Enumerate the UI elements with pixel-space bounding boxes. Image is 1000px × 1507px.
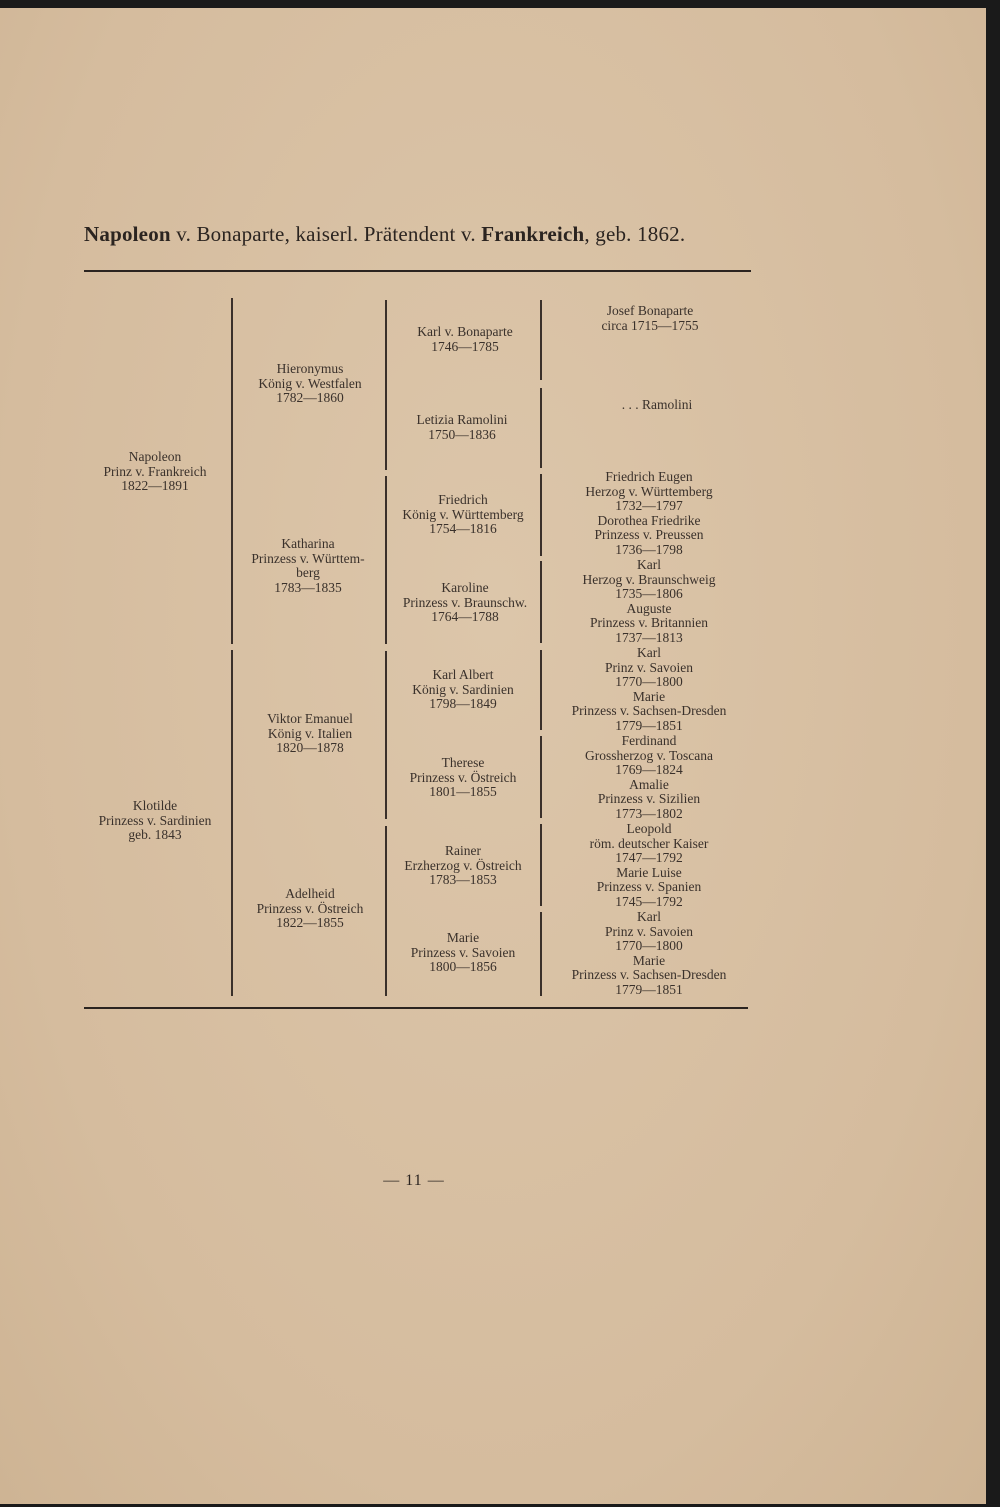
person-viktor-emanuel <box>267 712 353 756</box>
person-name: Viktor Emanuel <box>267 711 353 726</box>
bracket-line <box>385 476 387 644</box>
person-dates: 1764—1788 <box>431 609 499 625</box>
page-title <box>84 222 685 247</box>
person-name: Marie <box>446 930 480 945</box>
person-name: Napoleon <box>128 449 182 464</box>
bracket-line <box>385 826 387 996</box>
person-dates: 1770—1800 <box>615 674 683 690</box>
person-dates: 1769—1824 <box>615 762 683 778</box>
person-name: Ferdinand <box>621 733 677 748</box>
page-number: — 11 — <box>383 1172 445 1189</box>
person-dates: 1798—1849 <box>429 696 497 712</box>
person-title: König v. Württemberg <box>402 506 524 522</box>
person-dates: 1736—1798 <box>615 541 683 557</box>
person-name: Letizia Ramolini <box>416 412 508 427</box>
person-title: Prinzess v. Sardinien <box>98 812 212 828</box>
person-title: Herzog v. Braunschweig <box>582 571 716 587</box>
person-title: Prinzess v. Sachsen-Dresden <box>571 703 727 719</box>
bracket-line <box>540 388 542 468</box>
person-name: Therese <box>441 755 485 770</box>
person-name: Friedrich <box>438 492 488 507</box>
person-dates: 1782—1860 <box>276 390 344 406</box>
bracket-line <box>540 736 542 818</box>
person-dates: 1747—1792 <box>615 850 683 866</box>
person-title: Prinzess v. Sizilien <box>597 791 701 807</box>
person-title: Prinzess v. Sachsen-Dresden <box>571 967 727 983</box>
bracket-line <box>540 300 542 380</box>
person-name: Karl <box>637 557 661 572</box>
person-title: Prinzess v. Preussen <box>594 527 704 543</box>
person-name: Katharina <box>281 536 335 551</box>
person-title: Prinzess v. Östreich <box>409 769 517 785</box>
bracket-line <box>540 561 542 643</box>
person-name: Karl <box>637 645 661 660</box>
bottom-rule <box>84 1007 748 1009</box>
person-name: Friedrich Eugen <box>605 469 693 484</box>
person-name: Klotilde <box>132 798 178 813</box>
person-dates: geb. 1843 <box>128 827 182 843</box>
bracket-line <box>540 824 542 906</box>
person-name: Karl Albert <box>432 667 494 682</box>
person-dates: 1732—1797 <box>615 498 683 514</box>
person-dates: 1750—1836 <box>428 426 496 442</box>
couple-leopold-kaiser <box>590 822 709 910</box>
top-rule <box>84 270 751 272</box>
person-dates: 1770—1800 <box>615 938 683 954</box>
person-dates: 1779—1851 <box>615 717 683 733</box>
person-karl-bonaparte <box>417 325 512 354</box>
person-hieronymus <box>258 362 361 406</box>
person-karl-albert <box>412 668 514 712</box>
person-dates: 1800—1856 <box>429 959 497 975</box>
title-name: Napoleon <box>84 222 171 246</box>
couple-ferdinand-toscana <box>585 734 713 822</box>
person-dates: 1822—1891 <box>121 478 189 494</box>
person-dates: 1820—1878 <box>276 740 344 756</box>
person-letizia-ramolini <box>416 413 507 442</box>
person-name: Amalie <box>629 776 669 792</box>
person-title: König v. Sardinien <box>412 681 514 697</box>
person-title: Prinz v. Frankreich <box>103 463 207 479</box>
person-ramolini <box>622 398 693 413</box>
person-marie-savoien <box>411 931 516 975</box>
person-dates: 1737—1813 <box>615 629 683 645</box>
person-dates: 1779—1851 <box>615 981 683 997</box>
person-title-cont: berg <box>296 565 320 581</box>
couple-friedrich-eugen <box>585 470 712 558</box>
couple-karl-braunschweig <box>583 558 716 646</box>
person-dates: circa 1715—1755 <box>601 317 699 333</box>
person-adelheid <box>257 887 364 931</box>
title-rank: kaiserl. Prätendent v. <box>295 222 482 246</box>
person-dates: 1783—1835 <box>274 579 342 595</box>
person-josef-bonaparte <box>601 304 698 333</box>
person-napoleon-prinz <box>104 450 207 494</box>
bracket-line <box>231 298 233 644</box>
person-rainer <box>404 844 521 888</box>
person-title: König v. Westfalen <box>258 375 362 391</box>
person-name: Adelheid <box>285 886 335 901</box>
person-dates: 1801—1855 <box>429 784 497 800</box>
person-karoline <box>403 581 527 625</box>
person-name: Marie Luise <box>616 864 682 880</box>
person-dates: 1773—1802 <box>615 805 683 821</box>
person-name: Karl v. Bonaparte <box>417 324 513 339</box>
bracket-line <box>540 474 542 556</box>
person-name: Karoline <box>441 580 489 595</box>
title-house: v. Bonaparte, <box>170 222 296 246</box>
person-name: . . . Ramolini <box>621 397 693 412</box>
person-name: Josef Bonaparte <box>606 303 694 318</box>
person-dates: 1745—1792 <box>615 893 683 909</box>
person-name: Rainer <box>444 843 481 858</box>
bracket-line <box>231 650 233 996</box>
person-name: Dorothea Friedrike <box>597 512 701 528</box>
person-title: Prinzess v. Britannien <box>590 615 708 631</box>
person-friedrich <box>402 493 523 537</box>
person-name: Hieronymus <box>276 361 344 376</box>
person-title: Prinzess v. Spanien <box>596 879 702 895</box>
document-page <box>0 8 986 1504</box>
person-title: Prinz v. Savoien <box>605 923 693 939</box>
bracket-line <box>540 912 542 996</box>
person-therese <box>410 756 517 800</box>
person-dates: 1822—1855 <box>276 915 344 931</box>
bracket-line <box>540 650 542 730</box>
person-title: Erzherzog v. Östreich <box>404 857 522 873</box>
person-dates: 1746—1785 <box>431 338 499 354</box>
bracket-line <box>385 651 387 819</box>
person-title: Prinz v. Savoien <box>605 659 693 675</box>
person-dates: 1783—1853 <box>429 872 497 888</box>
person-title: König v. Italien <box>267 725 353 741</box>
person-title: Prinzess v. Braunschw. <box>402 594 528 610</box>
person-dates: 1735—1806 <box>615 586 683 602</box>
person-name: Marie <box>632 688 666 704</box>
person-name: Karl <box>637 909 661 924</box>
person-title: Herzog v. Württemberg <box>585 483 713 499</box>
title-birth: , geb. 1862. <box>584 222 686 246</box>
person-dates: 1754—1816 <box>429 521 497 537</box>
couple-karl-savoien-2 <box>572 910 727 998</box>
person-name: Marie <box>632 952 666 968</box>
person-name: Leopold <box>626 821 672 836</box>
person-name: Auguste <box>626 600 672 616</box>
person-title: Prinzess v. Württem- <box>251 550 365 566</box>
couple-karl-savoien <box>572 646 727 734</box>
person-katharina <box>251 537 364 595</box>
person-title: röm. deutscher Kaiser <box>589 835 709 851</box>
title-country: Frankreich <box>481 222 585 246</box>
bracket-line <box>385 300 387 470</box>
person-title: Prinzess v. Savoien <box>410 944 516 960</box>
person-klotilde <box>99 799 212 843</box>
person-title: Prinzess v. Östreich <box>256 900 364 916</box>
person-title: Grossherzog v. Toscana <box>584 747 714 763</box>
